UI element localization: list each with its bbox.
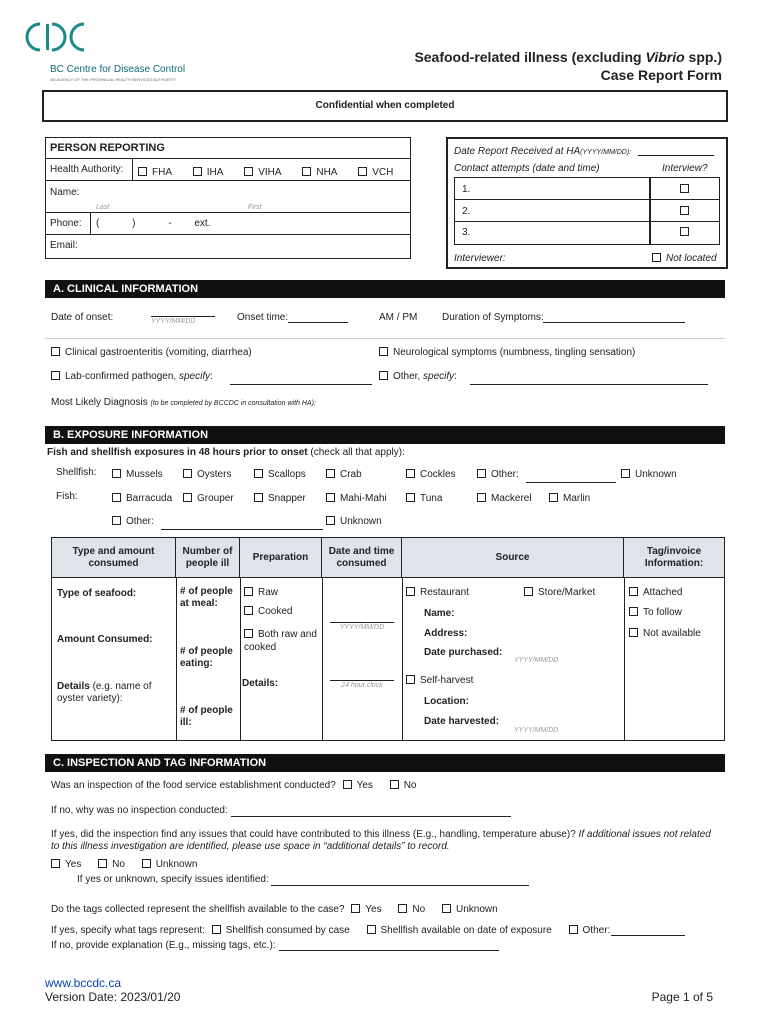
contact-attempt-1[interactable]: 1. xyxy=(462,184,471,195)
org-name: BC Centre for Disease Control xyxy=(50,64,186,75)
person-reporting-box xyxy=(45,137,411,259)
shellfish-oysters[interactable]: Oysters xyxy=(183,469,231,480)
date-harvested-label: Date harvested: xyxy=(424,716,500,727)
org-subtitle: AN AGENCY OF THE PROVINCIAL HEALTH SERVICES AUTHORITY xyxy=(50,77,177,82)
q5-consumed[interactable]: Shellfish consumed by case xyxy=(212,925,350,936)
q3-unknown[interactable]: Unknown xyxy=(142,859,198,870)
th-source: Source xyxy=(402,538,624,578)
form-title-line2: Case Report Form xyxy=(600,67,722,83)
inspection-heading: C. INSPECTION AND TAG INFORMATION xyxy=(45,754,725,772)
phone-field[interactable]: ( ) - ext. xyxy=(96,218,211,229)
email-field[interactable] xyxy=(92,235,410,259)
form-title xyxy=(414,48,722,84)
date-purchased-field[interactable]: YYYY/MM/DD xyxy=(514,657,559,664)
prep-details-label: Details: xyxy=(242,678,279,689)
fish-barracuda[interactable]: Barracuda xyxy=(112,493,172,504)
clinical-section xyxy=(45,298,725,418)
inspection-q6: If no, provide explanation (E.g., missing tags, etc.): xyxy=(51,940,276,951)
fish-tuna[interactable]: Tuna xyxy=(406,493,442,504)
contact-attempts-label: Contact attempts (date and time) xyxy=(454,163,600,174)
q5-other[interactable]: Other: xyxy=(569,925,611,936)
inspection-q3-specify: If yes or unknown, specify issues identified: xyxy=(77,874,269,885)
form-title-line1: Seafood-related illness (excluding Vibrio spp.) xyxy=(414,49,722,65)
other-symptom-checkbox[interactable]: Other, specify: xyxy=(379,371,457,382)
tag-attached[interactable]: Attached xyxy=(629,587,682,598)
bccdc-logo-icon xyxy=(22,20,92,54)
logo xyxy=(22,20,202,86)
confidential-text: Confidential when completed xyxy=(315,100,455,111)
name-first-hint: First xyxy=(248,204,262,211)
fish-grouper[interactable]: Grouper xyxy=(183,493,234,504)
ha-options xyxy=(138,167,393,178)
q4-yes[interactable]: Yes xyxy=(351,904,381,915)
shellfish-mussels[interactable]: Mussels xyxy=(112,469,163,480)
location-label: Location: xyxy=(424,696,469,707)
people-meal-label: # of people at meal: xyxy=(180,586,233,609)
fish-other-field[interactable] xyxy=(161,529,323,530)
diagnosis-label: Most Likely Diagnosis (to be completed by BCCDC in consultation with HA): xyxy=(51,397,316,408)
q1-no[interactable]: No xyxy=(390,780,417,791)
gastro-checkbox[interactable]: Clinical gastroenteritis (vomiting, diarrhea) xyxy=(51,347,252,358)
contact-attempt-2[interactable]: 2. xyxy=(462,206,471,217)
interview-checkbox-2[interactable] xyxy=(680,206,694,217)
onset-time-label: Onset time: xyxy=(237,312,289,323)
name-label: Name: xyxy=(50,187,80,198)
inspection-q4: Do the tags collected represent the shellfish available to the case? Yes No Unknown xyxy=(51,904,498,915)
interview-checkbox-3[interactable] xyxy=(680,227,694,238)
q5-other-field[interactable] xyxy=(611,935,685,936)
interviewer-label: Interviewer: xyxy=(454,253,506,264)
version-date: Version Date: 2023/01/20 xyxy=(45,990,181,1004)
exposure-table xyxy=(51,537,725,741)
fish-mackerel[interactable]: Mackerel xyxy=(477,493,532,504)
phone-label: Phone: xyxy=(50,218,82,229)
type-seafood-label: Type of seafood: xyxy=(57,588,137,599)
date-received: Date Report Received at HA(YYYY/MM/DD): xyxy=(454,146,632,157)
people-eating-label: # of people eating: xyxy=(180,646,233,669)
inspection-q3-specify-field[interactable] xyxy=(271,885,529,886)
shellfish-unknown[interactable]: Unknown xyxy=(621,469,677,480)
inspection-q1: Was an inspection of the food service establishment conducted? Yes No xyxy=(51,780,417,791)
ha-option-fha[interactable]: FHA xyxy=(138,167,172,178)
shellfish-other-field[interactable] xyxy=(526,482,616,483)
fish-marlin[interactable]: Marlin xyxy=(549,493,590,504)
person-heading: PERSON REPORTING xyxy=(50,142,165,154)
tag-not-available[interactable]: Not available xyxy=(629,628,701,639)
details-label: Details (e.g. name of oyster variety): xyxy=(57,681,152,704)
prep-raw[interactable]: Raw xyxy=(244,587,278,598)
consumed-date-field[interactable]: YYYY/MM/DD xyxy=(330,622,394,631)
not-located-checkbox[interactable]: Not located xyxy=(652,253,717,264)
fish-other[interactable]: Other: xyxy=(112,516,154,527)
shellfish-scallops[interactable]: Scallops xyxy=(254,469,306,480)
contact-attempt-3[interactable]: 3. xyxy=(462,227,471,238)
email-label: Email: xyxy=(50,240,78,251)
ha-option-nha[interactable]: NHA xyxy=(302,167,337,178)
q5-available[interactable]: Shellfish available on date of exposure xyxy=(367,925,552,936)
th-people-ill: Number of people ill xyxy=(176,538,240,578)
ha-option-iha[interactable]: IHA xyxy=(193,167,224,178)
tag-to-follow[interactable]: To follow xyxy=(629,607,682,618)
inspection-q6-field[interactable] xyxy=(279,950,499,951)
page-number: Page 1 of 5 xyxy=(651,990,713,1004)
q3-yes[interactable]: Yes xyxy=(51,859,81,870)
source-restaurant[interactable]: Restaurant xyxy=(406,587,469,598)
amount-consumed-label: Amount Consumed: xyxy=(57,634,153,645)
q4-unknown[interactable]: Unknown xyxy=(442,904,498,915)
inspection-q2: If no, why was no inspection conducted: xyxy=(51,805,228,816)
prep-cooked[interactable]: Cooked xyxy=(244,606,292,617)
ha-option-viha[interactable]: VIHA xyxy=(244,167,281,178)
th-date-time: Date and time consumed xyxy=(322,538,402,578)
lab-pathogen-checkbox[interactable]: Lab-confirmed pathogen, specify: xyxy=(51,371,213,382)
date-harvested-field[interactable]: YYYY/MM/DD xyxy=(514,727,559,734)
duration-field[interactable] xyxy=(543,322,685,323)
inspection-q3-options xyxy=(51,859,197,870)
q1-yes[interactable]: Yes xyxy=(343,780,373,791)
prep-both[interactable]: Both raw and cooked xyxy=(244,629,317,653)
source-store[interactable]: Store/Market xyxy=(524,587,595,598)
th-tag-invoice: Tag/invoice Information: xyxy=(624,538,724,578)
shellfish-crab[interactable]: Crab xyxy=(326,469,362,480)
interview-checkbox-1[interactable] xyxy=(680,184,694,195)
people-ill-label: # of people ill: xyxy=(180,705,233,728)
clinical-heading: A. CLINICAL INFORMATION xyxy=(45,280,725,298)
confidential-banner xyxy=(42,90,728,122)
source-self-harvest[interactable]: Self-harvest xyxy=(406,675,473,686)
ampm-label: AM / PM xyxy=(379,312,418,323)
inspection-section xyxy=(45,772,725,962)
inspection-q5: If yes, specify what tags represent: Shellfish consumed by case Shellfish available on date of exposure Other: xyxy=(51,925,611,936)
shellfish-label: Shellfish: xyxy=(56,467,97,478)
onset-date-label: Date of onset: xyxy=(51,312,114,323)
shellfish-cockles[interactable]: Cockles xyxy=(406,469,456,480)
date-received-field[interactable] xyxy=(638,155,714,156)
onset-time-field[interactable] xyxy=(288,322,348,323)
q3-no[interactable]: No xyxy=(98,859,125,870)
fish-mahi-mahi[interactable]: Mahi-Mahi xyxy=(326,493,387,504)
source-name-label: Name: xyxy=(424,608,455,619)
shellfish-other[interactable]: Other: xyxy=(477,469,519,480)
fish-unknown[interactable]: Unknown xyxy=(326,516,382,527)
inspection-q3: If yes, did the inspection find any issues that could have contributed to this illness (E.g., handling, temperature abuse)? If additional issues not related to this illness investigation are identified, please use space in “additional details” to record. xyxy=(51,829,711,852)
duration-label: Duration of Symptoms: xyxy=(442,312,544,323)
name-last-hint: Last xyxy=(96,204,110,211)
fish-snapper[interactable]: Snapper xyxy=(254,493,306,504)
fish-label: Fish: xyxy=(56,491,78,502)
th-preparation: Preparation xyxy=(240,538,322,578)
exposure-heading: B. EXPOSURE INFORMATION xyxy=(45,426,725,444)
consumed-time-field[interactable]: 24 hour clock xyxy=(330,680,394,689)
source-address-label: Address: xyxy=(424,628,468,639)
ha-option-vch[interactable]: VCH xyxy=(358,167,393,178)
inspection-q2-field[interactable] xyxy=(231,816,511,817)
interview-label: Interview? xyxy=(662,163,708,174)
neuro-checkbox[interactable]: Neurological symptoms (numbness, tingling sensation) xyxy=(379,347,635,358)
q4-no[interactable]: No xyxy=(398,904,425,915)
th-type-amount: Type and amount consumed xyxy=(52,538,176,578)
report-contact-box xyxy=(446,137,728,269)
exposure-intro: Fish and shellfish exposures in 48 hours prior to onset (check all that apply): xyxy=(47,447,405,458)
lab-pathogen-field[interactable] xyxy=(230,384,372,385)
onset-date-field[interactable]: YYYY/MM/DD xyxy=(151,316,215,325)
footer-link[interactable]: www.bccdc.ca xyxy=(45,976,122,990)
footer xyxy=(45,974,713,1010)
other-symptom-field[interactable] xyxy=(470,384,708,385)
ha-label: Health Authority: xyxy=(50,164,124,175)
date-purchased-label: Date purchased: xyxy=(424,647,503,658)
